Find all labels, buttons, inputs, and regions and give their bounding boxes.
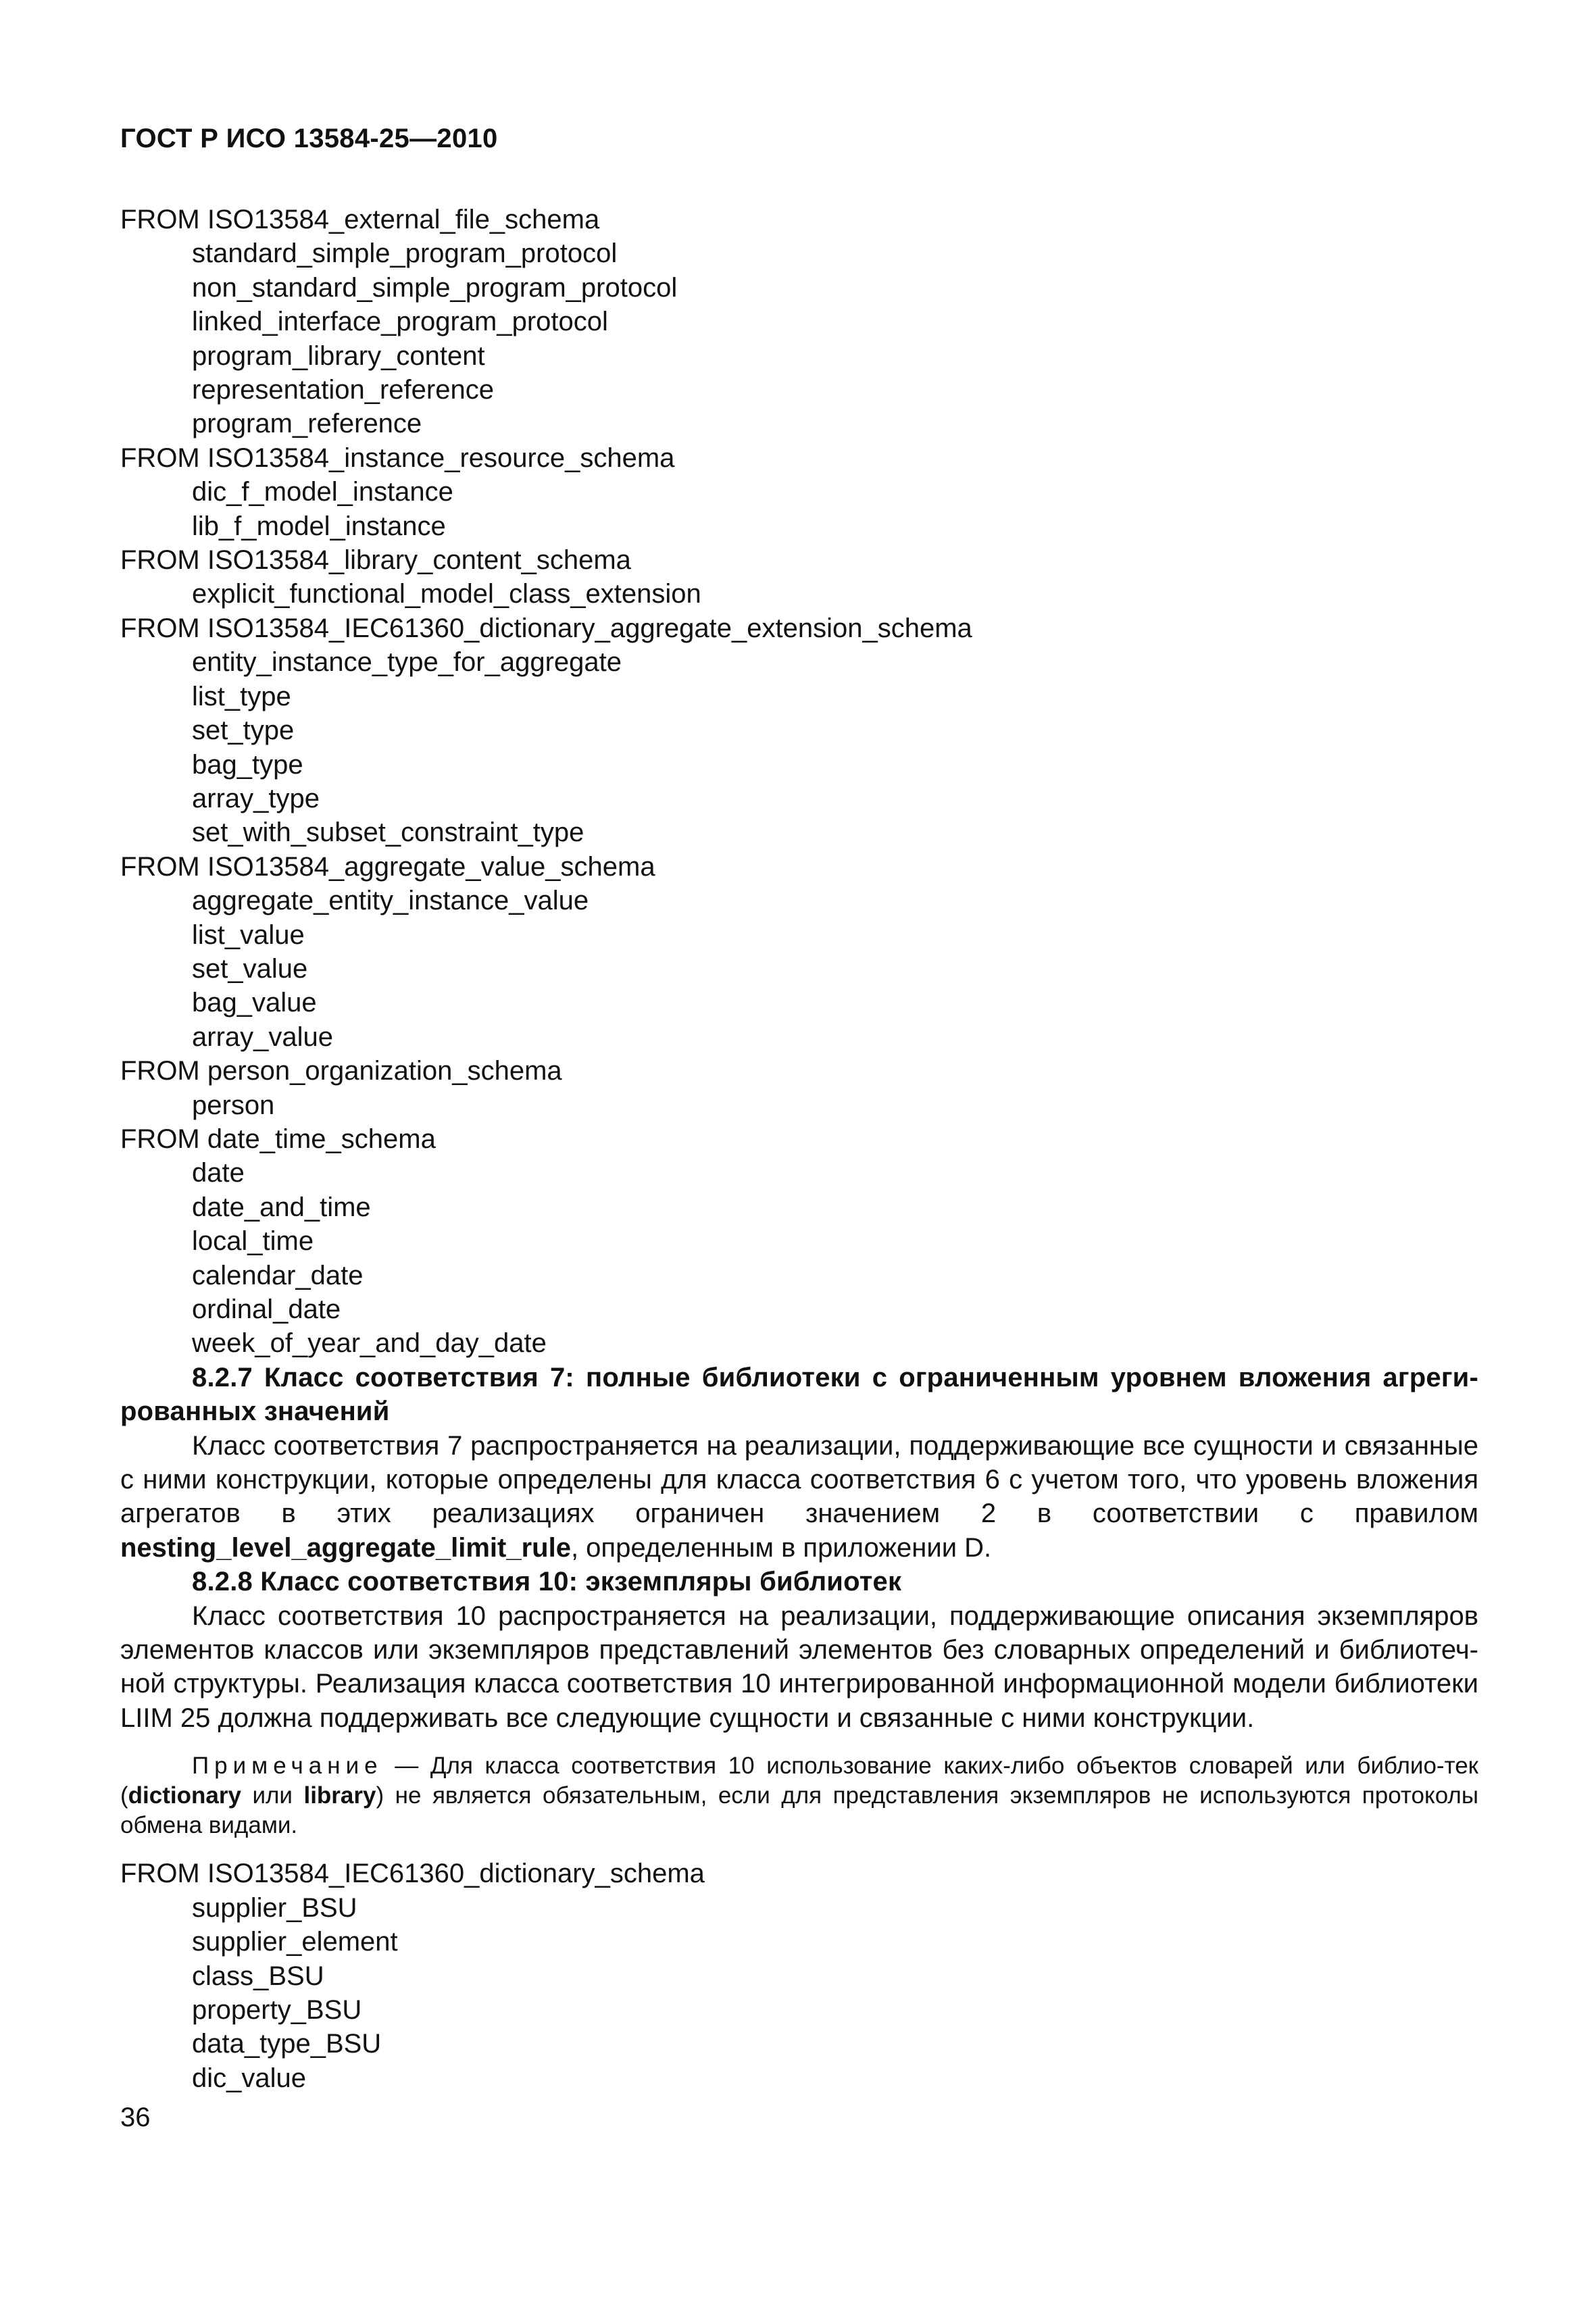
schema-entity-item: dic_f_model_instance xyxy=(192,477,453,507)
section-8-2-8-title: 8.2.8 Класс соответствия 10: экземпляры библиотек xyxy=(192,1567,902,1597)
schema-from-line: FROM ISO13584_IEC61360_dictionary_aggregate_extension_schema xyxy=(120,613,972,643)
schema-entity-item: calendar_date xyxy=(192,1260,364,1290)
note-term: dictionary xyxy=(128,1782,241,1809)
note-text: ) не является обязательным, если для представления экземпляров не используются протоколы обмена видами. xyxy=(120,1782,1478,1839)
schema-entity-item: representation_reference xyxy=(192,375,494,405)
schema-list-part-2 xyxy=(120,1857,1478,2095)
schema-entity-item: local_time xyxy=(192,1226,314,1257)
schema-entity-item: date xyxy=(192,1158,245,1188)
page-number: 36 xyxy=(120,2103,151,2132)
schema-entity-item: supplier_BSU xyxy=(192,1892,357,1923)
schema-entity-item: list_value xyxy=(192,920,305,950)
schema-list-part-1 xyxy=(120,203,1478,1361)
schema-entity-item: standard_simple_program_protocol xyxy=(192,238,618,269)
page-content xyxy=(120,203,1478,2095)
schema-entity-item: date_and_time xyxy=(192,1192,371,1222)
standard-header: ГОСТ Р ИСО 13584-25—2010 xyxy=(120,124,498,153)
schema-entity-item: linked_interface_program_protocol xyxy=(192,307,608,337)
note-label: Примечание xyxy=(192,1753,383,1780)
section-8-2-8-paragraph: Класс соответствия 10 распространяется на реализации, поддерживающие описания экземпляров элементов классов или экземпляров представлений элементов без словарных определений и библиотеч-ной структуры. Реализация класса соответствия 10 интегрированной информационной модели библиотеки LIIM 25 должна поддерживать все следующие сущности и связанные с ними конструкции. xyxy=(120,1601,1478,1733)
schema-entity-item: list_type xyxy=(192,681,291,711)
schema-entity-item: bag_value xyxy=(192,988,317,1018)
schema-entity-item: bag_type xyxy=(192,749,303,780)
note-text: или xyxy=(241,1782,304,1809)
schema-entity-item: array_type xyxy=(192,783,320,813)
schema-entity-item: lib_f_model_instance xyxy=(192,511,446,541)
schema-entity-item: supplier_element xyxy=(192,1927,398,1957)
note-term: library xyxy=(303,1782,376,1809)
schema-entity-item: aggregate_entity_instance_value xyxy=(192,886,589,916)
schema-entity-item: ordinal_date xyxy=(192,1294,341,1324)
schema-entity-item: program_reference xyxy=(192,409,422,439)
schema-entity-item: class_BSU xyxy=(192,1961,324,1991)
schema-entity-item: explicit_functional_model_class_extension xyxy=(192,579,701,609)
schema-entity-item: week_of_year_and_day_date xyxy=(192,1328,547,1359)
schema-from-line: FROM ISO13584_instance_resource_schema xyxy=(120,443,675,473)
schema-entity-item: set_with_subset_constraint_type xyxy=(192,818,584,848)
schema-from-line: FROM ISO13584_library_content_schema xyxy=(120,545,631,576)
schema-entity-item: program_library_content xyxy=(192,341,485,371)
schema-entity-item: person xyxy=(192,1090,275,1120)
paragraph-text: Класс соответствия 7 распространяется на реализации, поддерживающие все сущности и связанные с ними конструкции, которые определены для класса соответствия 6 с учетом того, что уровень вложения агрегатов в этих реализациях ограничен значением 2 в соответствии с правилом xyxy=(120,1430,1478,1529)
schema-entity-item: set_type xyxy=(192,715,295,746)
schema-entity-item: entity_instance_type_for_aggregate xyxy=(192,647,622,678)
schema-from-line: FROM ISO13584_external_file_schema xyxy=(120,205,600,234)
schema-from-line: FROM ISO13584_IEC61360_dictionary_schema xyxy=(120,1859,705,1889)
schema-entity-item: set_value xyxy=(192,953,308,984)
schema-entity-item: dic_value xyxy=(192,2063,307,2093)
note-text: — Для класса соответствия 10 использование каких-либо объектов словарей или библио-тек ( xyxy=(120,1753,1478,1809)
schema-entity-item: property_BSU xyxy=(192,1994,362,2025)
schema-entity-item: data_type_BSU xyxy=(192,2029,382,2059)
section-8-2-7-paragraph xyxy=(120,1429,1478,1565)
rule-name: nesting_level_aggregate_limit_rule xyxy=(120,1532,571,1563)
schema-from-line: FROM ISO13584_aggregate_value_schema xyxy=(120,851,655,882)
schema-from-line: FROM person_organization_schema xyxy=(120,1056,562,1086)
section-8-2-7-title: 8.2.7 Класс соответствия 7: полные библиотеки с ограниченным уровнем вложения агреги-рованных значений xyxy=(120,1362,1478,1427)
note-paragraph xyxy=(120,1751,1478,1840)
schema-from-line: FROM date_time_schema xyxy=(120,1124,436,1154)
schema-entity-item: array_value xyxy=(192,1022,334,1052)
schema-entity-item: non_standard_simple_program_protocol xyxy=(192,272,678,303)
paragraph-text: , определенным в приложении D. xyxy=(570,1532,992,1563)
